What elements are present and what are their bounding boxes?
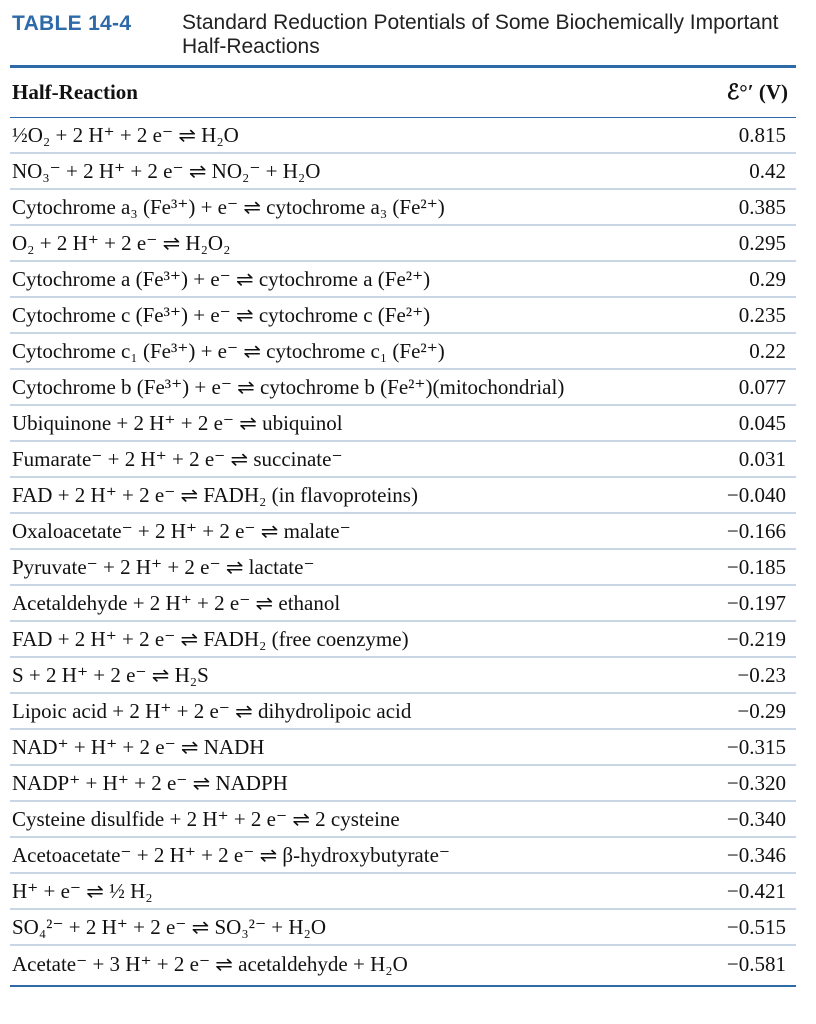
table-row — [10, 802, 796, 838]
table-row — [10, 370, 796, 406]
half-reaction-cell: Pyruvate⁻ + 2 H⁺ + 2 e⁻ ⇌ lactate⁻ — [12, 554, 315, 579]
table-caption — [10, 8, 796, 62]
potential-cell: −0.040 — [726, 482, 786, 507]
table-body — [10, 118, 796, 982]
half-reaction-cell: NO₃⁻ + 2 H⁺ + 2 e⁻ ⇌ NO₂⁻ + H₂O — [12, 158, 321, 183]
table-row — [10, 514, 796, 550]
potential-cell: −0.581 — [726, 951, 786, 976]
half-reaction-cell: Acetoacetate⁻ + 2 H⁺ + 2 e⁻ ⇌ β-hydroxybutyrate⁻ — [12, 842, 450, 867]
header-half-reaction: Half-Reaction — [12, 80, 138, 104]
potential-cell: −0.320 — [726, 770, 786, 795]
table-row — [10, 118, 796, 154]
table-bottom-rule — [10, 985, 796, 987]
potential-cell: −0.29 — [737, 698, 786, 723]
half-reaction-cell: ½O₂ + 2 H⁺ + 2 e⁻ ⇌ H₂O — [12, 122, 239, 147]
table-row — [10, 442, 796, 478]
half-reaction-cell: Cytochrome a₃ (Fe³⁺) + e⁻ ⇌ cytochrome a₃ (Fe²⁺) — [12, 194, 445, 219]
potential-cell: 0.22 — [749, 338, 786, 363]
potential-cell: 0.235 — [738, 302, 786, 327]
potential-cell: −0.166 — [726, 518, 786, 543]
half-reaction-cell: SO₄²⁻ + 2 H⁺ + 2 e⁻ ⇌ SO₃²⁻ + H₂O — [12, 914, 327, 939]
potential-cell: −0.197 — [726, 590, 786, 615]
half-reaction-cell: FAD + 2 H⁺ + 2 e⁻ ⇌ FADH₂ (in flavoproteins) — [12, 482, 418, 507]
potential-cell: −0.185 — [726, 554, 786, 579]
half-reaction-cell: Acetaldehyde + 2 H⁺ + 2 e⁻ ⇌ ethanol — [12, 590, 341, 615]
table-label: TABLE 14-4 — [12, 12, 132, 35]
potential-cell: 0.42 — [749, 158, 786, 183]
potential-cell: 0.385 — [738, 194, 786, 219]
table-row — [10, 550, 796, 586]
potential-cell: −0.346 — [726, 842, 786, 867]
potential-cell: −0.23 — [737, 662, 786, 687]
table-row — [10, 262, 796, 298]
potential-cell: 0.031 — [738, 446, 786, 471]
potential-cell: 0.295 — [738, 230, 786, 255]
header-potential: ℰ°′ (V) — [726, 80, 788, 104]
table-row — [10, 406, 796, 442]
half-reaction-cell: Cytochrome c₁ (Fe³⁺) + e⁻ ⇌ cytochrome c₁ (Fe²⁺) — [12, 338, 445, 363]
table-row — [10, 190, 796, 226]
half-reaction-cell: Acetate⁻ + 3 H⁺ + 2 e⁻ ⇌ acetaldehyde + H₂O — [12, 951, 408, 976]
half-reaction-cell: Lipoic acid + 2 H⁺ + 2 e⁻ ⇌ dihydrolipoic acid — [12, 698, 412, 723]
half-reaction-cell: Fumarate⁻ + 2 H⁺ + 2 e⁻ ⇌ succinate⁻ — [12, 446, 343, 471]
potential-cell: −0.515 — [726, 914, 786, 939]
table-row — [10, 334, 796, 370]
table-row — [10, 622, 796, 658]
half-reaction-cell: Cysteine disulfide + 2 H⁺ + 2 e⁻ ⇌ 2 cysteine — [12, 806, 400, 831]
table-row — [10, 298, 796, 334]
table-row — [10, 766, 796, 802]
table-page — [10, 8, 796, 987]
half-reaction-cell: NADP⁺ + H⁺ + 2 e⁻ ⇌ NADPH — [12, 770, 288, 795]
table-row — [10, 658, 796, 694]
potential-cell: −0.340 — [726, 806, 786, 831]
potential-cell: 0.29 — [749, 266, 786, 291]
potential-cell: 0.045 — [738, 410, 786, 435]
table-row — [10, 838, 796, 874]
half-reaction-cell: Ubiquinone + 2 H⁺ + 2 e⁻ ⇌ ubiquinol — [12, 410, 343, 435]
half-reaction-cell: NAD⁺ + H⁺ + 2 e⁻ ⇌ NADH — [12, 734, 265, 759]
table-row — [10, 730, 796, 766]
table-row — [10, 226, 796, 262]
table-row — [10, 946, 796, 982]
potential-cell: 0.815 — [738, 122, 786, 147]
half-reaction-cell: Oxaloacetate⁻ + 2 H⁺ + 2 e⁻ ⇌ malate⁻ — [12, 518, 351, 543]
half-reaction-cell: Cytochrome c (Fe³⁺) + e⁻ ⇌ cytochrome c (Fe²⁺) — [12, 302, 431, 327]
half-reaction-cell: Cytochrome a (Fe³⁺) + e⁻ ⇌ cytochrome a (Fe²⁺) — [12, 266, 431, 291]
table-header — [10, 68, 796, 117]
table-row — [10, 586, 796, 622]
table-row — [10, 694, 796, 730]
potential-cell: −0.315 — [726, 734, 786, 759]
half-reaction-cell: S + 2 H⁺ + 2 e⁻ ⇌ H₂S — [12, 662, 209, 687]
table-row — [10, 874, 796, 910]
half-reaction-cell: O₂ + 2 H⁺ + 2 e⁻ ⇌ H₂O₂ — [12, 230, 231, 255]
potential-cell: −0.219 — [726, 626, 786, 651]
potential-cell: 0.077 — [738, 374, 786, 399]
table-title: Standard Reduction Potentials of Some Biochemically Important Half-Reactions — [182, 11, 779, 58]
table-row — [10, 910, 796, 946]
half-reaction-cell: Cytochrome b (Fe³⁺) + e⁻ ⇌ cytochrome b (Fe²⁺)(mitochondrial) — [12, 374, 565, 399]
half-reaction-cell: FAD + 2 H⁺ + 2 e⁻ ⇌ FADH₂ (free coenzyme) — [12, 626, 409, 651]
table-row — [10, 154, 796, 190]
table-row — [10, 478, 796, 514]
half-reaction-cell: H⁺ + e⁻ ⇌ ½ H₂ — [12, 878, 153, 903]
potential-cell: −0.421 — [726, 878, 786, 903]
